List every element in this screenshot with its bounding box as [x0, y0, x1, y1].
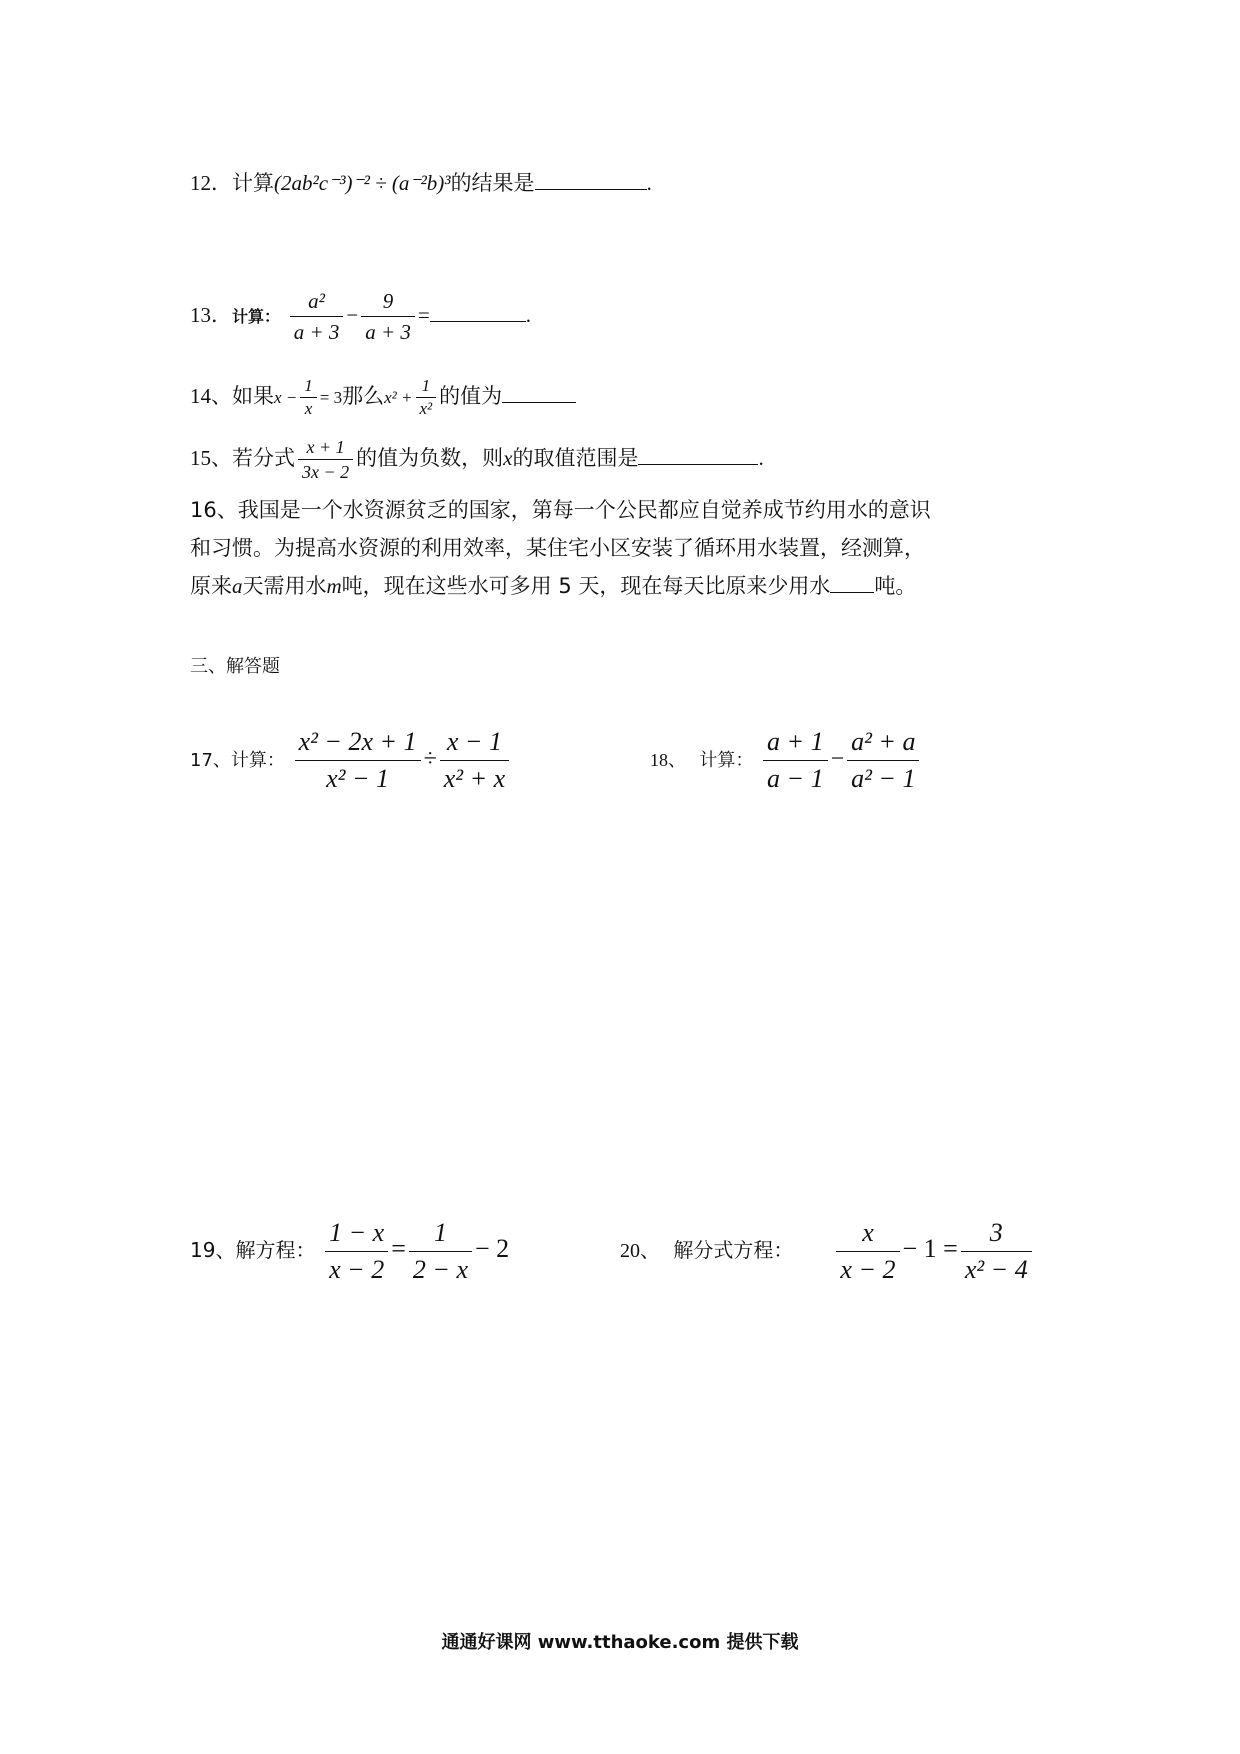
q20-f1-numerator: x [836, 1215, 899, 1252]
q19-fraction-2 [409, 1215, 472, 1288]
q20-fraction-2 [961, 1215, 1032, 1288]
q18-fraction-1 [763, 724, 828, 797]
q12-period: . [646, 171, 652, 195]
q13-f1-denominator: a + 3 [293, 320, 340, 344]
q19-f1-denominator: x − 2 [329, 1255, 385, 1284]
q19-f2-denominator: 2 − x [412, 1255, 468, 1284]
q18-operator: − [830, 746, 845, 772]
q19-equals: = [391, 1234, 406, 1263]
q18-f2-numerator: a² + a [847, 724, 919, 761]
q13-fraction-2 [361, 286, 415, 347]
q12-tail: 的结果是 [450, 171, 535, 195]
q14-fraction-2 [416, 375, 437, 420]
q17-f1-denominator: x² − 1 [326, 764, 390, 793]
q17-f1-numerator: x² − 2x + 1 [295, 724, 421, 761]
q13-f2-numerator: 9 [361, 286, 415, 317]
q14-fraction-1 [300, 375, 317, 420]
q16-var-m: m [326, 574, 342, 598]
q19-tail: − 2 [475, 1234, 510, 1263]
q20-number: 20、 [620, 1240, 660, 1262]
q16-var-a: a [232, 574, 243, 598]
q18-f1-numerator: a + 1 [763, 724, 828, 761]
question-18 [650, 724, 922, 797]
q18-f1-denominator: a − 1 [767, 764, 824, 793]
q15-mid: 的值为负数，则 [356, 446, 504, 470]
q12-number: 12． [190, 171, 232, 195]
question-19 [190, 1215, 509, 1288]
q16-line-3b: 天需用水 [242, 574, 327, 598]
q14-tail: 的值为 [439, 384, 503, 408]
q15-denominator: 3x − 2 [302, 462, 350, 482]
q17-operator: ÷ [423, 746, 437, 772]
q17-fraction-2 [440, 724, 509, 797]
q14-number: 14、 [190, 384, 232, 408]
q16-line-3 [190, 571, 916, 601]
q20-f2-denominator: x² − 4 [964, 1255, 1028, 1284]
q19-fraction-1 [325, 1215, 388, 1288]
q14-x-squared: x² + [384, 388, 413, 407]
q12-expression: (2ab²c⁻³)⁻² ÷ (a⁻²b)³ [274, 171, 451, 195]
q15-fraction [298, 435, 353, 484]
q13-label: 计算： [232, 307, 281, 326]
q18-number: 18、 [650, 750, 686, 770]
q14-pre: 如果 [232, 384, 274, 408]
question-12 [190, 168, 652, 198]
q17-f2-numerator: x − 1 [440, 724, 509, 761]
q14-f1-numerator: 1 [300, 375, 317, 398]
q13-answer-blank[interactable] [430, 303, 526, 322]
question-15 [190, 435, 764, 484]
q15-tail: 的取值范围是 [512, 446, 639, 470]
q14-equals-3: = 3 [319, 388, 343, 407]
section-heading: 三、解答题 [190, 656, 280, 677]
q17-f2-denominator: x² + x [443, 764, 506, 793]
q13-f1-numerator: a² [290, 286, 344, 317]
q20-f1-denominator: x − 2 [840, 1255, 896, 1284]
q14-f2-denominator: x² [419, 399, 433, 418]
q16-line-2: 和习惯。为提高水资源的利用效率，某住宅小区安装了循环用水装置，经测算， [190, 536, 925, 560]
q14-mid: 那么 [342, 384, 385, 408]
q20-mid: − 1 = [902, 1234, 958, 1263]
q15-answer-blank[interactable] [638, 446, 758, 465]
q18-label: 计算： [699, 750, 754, 771]
page-footer: 通通好课网 www.tthaoke.com 提供下载 [441, 1632, 799, 1653]
q13-f2-denominator: a + 3 [365, 320, 411, 344]
q15-variable: x [503, 446, 513, 470]
q13-operator: − [346, 303, 359, 327]
q13-period: . [525, 303, 531, 327]
q20-f2-numerator: 3 [961, 1215, 1032, 1252]
q20-label: 解分式方程： [673, 1238, 794, 1262]
q12-answer-blank[interactable] [535, 171, 647, 190]
q19-f1-numerator: 1 − x [325, 1215, 388, 1252]
q15-numerator: x + 1 [298, 435, 353, 460]
q15-period: . [758, 446, 764, 470]
q19-number: 19、解方程： [190, 1238, 316, 1262]
q16-answer-blank[interactable] [830, 574, 874, 593]
q19-f2-numerator: 1 [409, 1215, 472, 1252]
q16-line-3c: 吨，现在这些水可多用 5 天，现在每天比原来少用水 [341, 574, 831, 598]
q14-lhs: x − [274, 388, 298, 407]
q20-fraction-1 [836, 1215, 899, 1288]
q13-number: 13． [190, 303, 232, 327]
q18-fraction-2 [847, 724, 919, 797]
q15-number: 15、 [190, 446, 232, 470]
q14-f2-numerator: 1 [416, 375, 437, 398]
question-17 [190, 724, 512, 797]
q16-line-1: 16、我国是一个水资源贫乏的国家，第每一个公民都应自觉养成节约用水的意识 [190, 498, 931, 522]
q16-line-3a: 原来 [190, 574, 232, 598]
question-20 [620, 1215, 1035, 1288]
q18-f2-denominator: a² − 1 [851, 764, 916, 793]
q16-line-3d: 吨。 [874, 574, 917, 598]
q12-label: 计算 [232, 171, 274, 195]
question-14 [190, 375, 576, 420]
question-13 [190, 286, 531, 347]
q14-f1-denominator: x [304, 399, 313, 418]
q17-number: 17、计算： [190, 750, 285, 771]
q13-fraction-1 [290, 286, 344, 347]
q14-answer-blank[interactable] [502, 384, 576, 403]
q15-pre: 若分式 [232, 446, 295, 470]
q13-equals: = [417, 303, 430, 327]
q17-fraction-1 [295, 724, 421, 797]
